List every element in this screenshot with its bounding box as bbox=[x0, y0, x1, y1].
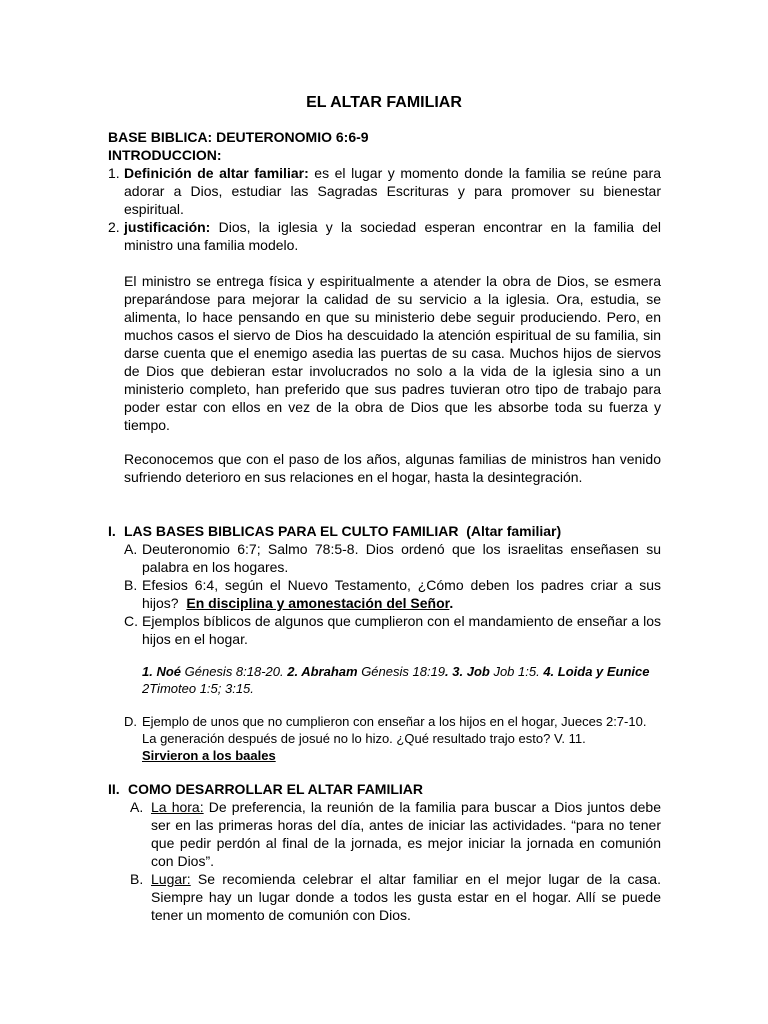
intro-item-1-marker: 1. bbox=[108, 165, 120, 181]
intro-item-2-marker: 2. bbox=[108, 219, 120, 235]
section-1-marker: I. bbox=[108, 523, 116, 539]
intro-item-1-label: Definición de altar familiar: bbox=[124, 165, 309, 181]
section-1-c-examples bbox=[142, 663, 664, 697]
section-2-b-marker: B. bbox=[130, 871, 144, 887]
example-noe-ref: Génesis 8:18-20. bbox=[181, 664, 288, 679]
section-1-heading-paren: (Altar familiar) bbox=[466, 523, 562, 539]
intro-item-2-label: justificación: bbox=[124, 219, 211, 235]
section-1-d bbox=[142, 713, 664, 764]
section-2-heading: COMO DESARROLLAR EL ALTAR FAMILIAR bbox=[128, 781, 424, 797]
section-1-heading bbox=[124, 522, 561, 540]
section-2-marker: II. bbox=[108, 781, 120, 797]
section-2-a bbox=[151, 798, 661, 870]
paragraph-ministro: El ministro se entrega física y espiritualmente a atender la obra de Dios, se esmera preparándose para mejorar la calidad de su servicio a la iglesia. Ora, estudia, se alimenta, lo hace pensando en que su ministerio debe seguir produciendo. Pero, en muchos casos el siervo de Dios ha descuidado la atención espiritual de su familia, sin darse cuenta que el enemigo asedia las puertas de su casa. Muchos hijos de siervos de Dios que debieran estar involucrados no solo a la vida de la iglesia sino a un ministerio completo, han preferido que sus padres tuvieran otro tipo de trabajo para poder estar con ellos en vez de la obra de Dios que les absorbe toda su fuerza y tiempo. bbox=[124, 273, 661, 433]
section-1-d-answer: Sirvieron a los baales bbox=[142, 748, 276, 763]
example-noe: 1. Noé bbox=[142, 664, 182, 679]
document-title: EL ALTAR FAMILIAR bbox=[306, 94, 462, 111]
section-1-d-text: Ejemplo de unos que no cumplieron con enseñar a los hijos en el hogar, Jueces 2:7-10. La generación después de josué no lo hizo. ¿Qué resultado trajo esto? V. 11. bbox=[142, 714, 647, 746]
example-loida-eunice-ref: 2Timoteo 1:5; 3:15. bbox=[142, 681, 254, 696]
introduccion-heading: INTRODUCCION: bbox=[108, 147, 222, 163]
section-2-b-label: Lugar: bbox=[151, 871, 191, 887]
intro-item-2 bbox=[124, 218, 661, 254]
section-1-a-text: Deuteronomio 6:7; Salmo 78:5-8. Dios ordenó que los israelitas enseñasen su palabra en los hogares. bbox=[142, 541, 661, 575]
example-abraham: 2. Abraham bbox=[287, 664, 358, 679]
section-1-d-marker: D. bbox=[124, 714, 137, 729]
section-1-b-text: Efesios 6:4, según el Nuevo Testamento, ¿Cómo deben los padres criar a sus hijos? bbox=[142, 577, 661, 611]
section-1-a-marker: A. bbox=[124, 541, 138, 557]
example-job: . 3. Job bbox=[445, 664, 490, 679]
section-1-b-answer: En disciplina y amonestación del Señor bbox=[186, 595, 450, 611]
section-1-c-marker: C. bbox=[124, 613, 138, 629]
section-2-b bbox=[151, 870, 661, 924]
base-biblica: BASE BIBLICA: DEUTERONOMIO 6:6-9 bbox=[108, 129, 369, 145]
section-2-a-label: La hora: bbox=[151, 799, 204, 815]
section-1-c-text: Ejemplos bíblicos de algunos que cumplieron con el mandamiento de enseñar a los hijos en el hogar. bbox=[142, 613, 661, 647]
section-2-a-marker: A. bbox=[130, 799, 144, 815]
section-1-b bbox=[142, 576, 661, 612]
example-loida-eunice: 4. Loida y Eunice bbox=[543, 664, 650, 679]
section-1-b-end: . bbox=[449, 595, 454, 611]
example-job-ref: Job 1:5. bbox=[489, 664, 544, 679]
section-1-b-marker: B. bbox=[124, 577, 138, 593]
section-2-a-text: De preferencia, la reunión de la familia para buscar a Dios juntos debe ser en las primeras horas del día, antes de iniciar las actividades. “para no tener que pedir perdón al final de la jornada, es mejor iniciar la jornada en comunión con Dios”. bbox=[151, 799, 661, 869]
paragraph-reconocemos: Reconocemos que con el paso de los años, algunas familias de ministros han venido sufriendo deterioro en sus relaciones en el hogar, hasta la desintegración. bbox=[124, 451, 661, 485]
example-abraham-ref: Génesis 18:19 bbox=[357, 664, 446, 679]
intro-item-1 bbox=[124, 164, 661, 218]
intro-item-2-text: Dios, la iglesia y la sociedad esperan encontrar en la familia del ministro una familia modelo. bbox=[124, 219, 661, 253]
section-1-heading-text: LAS BASES BIBLICAS PARA EL CULTO FAMILIAR bbox=[124, 523, 459, 539]
section-2-b-text: Se recomienda celebrar el altar familiar en el mejor lugar de la casa. Siempre hay un lugar donde a todos les gusta estar en el hogar. Allí se puede tener un momento de comunión con Dios. bbox=[151, 871, 661, 923]
intro-item-1-text: es el lugar y momento donde la familia se reúne para adorar a Dios, estudiar las Sagradas Escrituras y para promover su bienestar espiritual. bbox=[124, 165, 661, 217]
